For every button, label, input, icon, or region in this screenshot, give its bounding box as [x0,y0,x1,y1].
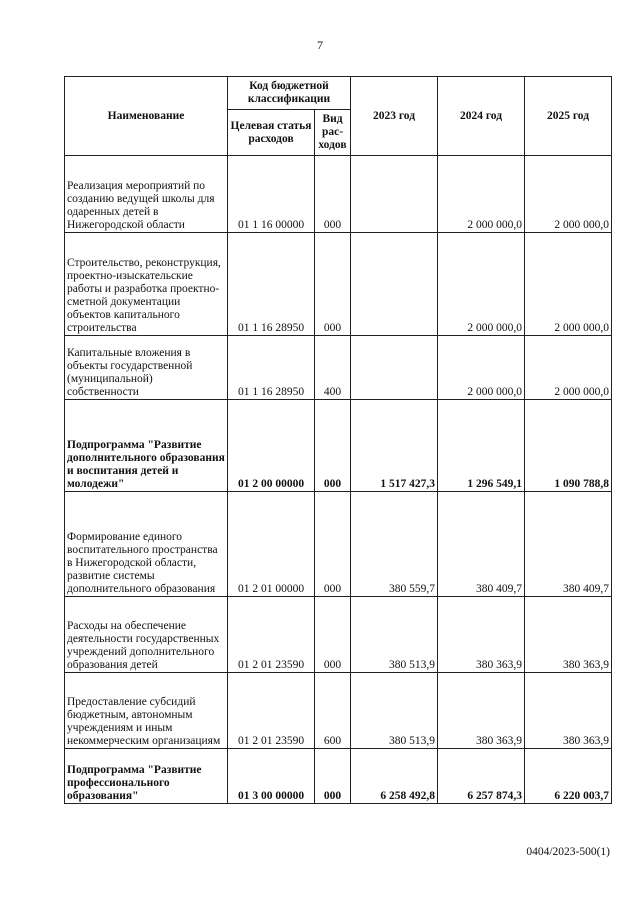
row-value-2024: 6 257 874,3 [438,749,525,804]
row-name: Реализация мероприятий по созданию ведущей школы для одаренных детей в Нижегородской области [65,156,228,233]
header-kind: Вид рас-ходов [315,110,351,156]
row-target-article: 01 1 16 28950 [228,233,315,336]
row-expense-kind: 000 [315,233,351,336]
row-value-2025: 2 000 000,0 [525,233,612,336]
row-name: Подпрограмма "Развитие профессионального образования" [65,749,228,804]
header-target: Целевая статья расходов [228,110,315,156]
row-value-2024: 380 409,7 [438,492,525,597]
row-value-2024: 2 000 000,0 [438,336,525,400]
row-expense-kind: 000 [315,156,351,233]
table-row [65,233,612,336]
row-value-2023: 1 517 427,3 [351,400,438,492]
row-target-article: 01 2 01 23590 [228,597,315,673]
row-value-2023 [351,336,438,400]
row-value-2023 [351,156,438,233]
table-row [65,749,612,804]
header-2024: 2024 год [438,77,525,156]
row-value-2025: 2 000 000,0 [525,336,612,400]
row-value-2025: 2 000 000,0 [525,156,612,233]
row-value-2024: 380 363,9 [438,597,525,673]
row-name: Капитальные вложения в объекты государственной (муниципальной) собственности [65,336,228,400]
row-target-article: 01 1 16 28950 [228,336,315,400]
table-row [65,492,612,597]
document-code: 0404/2023-500(1) [526,846,610,858]
row-value-2023: 380 559,7 [351,492,438,597]
row-value-2024: 380 363,9 [438,673,525,749]
row-value-2025: 380 363,9 [525,673,612,749]
row-expense-kind: 000 [315,597,351,673]
row-name: Расходы на обеспечение деятельности государственных учреждений дополнительного образования детей [65,597,228,673]
row-expense-kind: 600 [315,673,351,749]
row-value-2025: 380 409,7 [525,492,612,597]
budget-table [64,76,612,804]
row-value-2023: 380 513,9 [351,597,438,673]
row-value-2023: 6 258 492,8 [351,749,438,804]
table-row [65,673,612,749]
table-row [65,597,612,673]
row-target-article: 01 2 00 00000 [228,400,315,492]
row-target-article: 01 2 01 23590 [228,673,315,749]
row-target-article: 01 2 01 00000 [228,492,315,597]
row-name: Формирование единого воспитательного пространства в Нижегородской области, развитие системы дополнительного образования [65,492,228,597]
table-row [65,336,612,400]
header-code-group: Код бюджетной классификации [228,77,351,110]
row-target-article: 01 1 16 00000 [228,156,315,233]
row-name: Строительство, реконструкция, проектно-изыскательские работы и разработка проектно-сметной документации объектов капитального строительства [65,233,228,336]
row-expense-kind: 000 [315,400,351,492]
table-row [65,156,612,233]
row-value-2025: 1 090 788,8 [525,400,612,492]
row-value-2025: 6 220 003,7 [525,749,612,804]
row-value-2023: 380 513,9 [351,673,438,749]
header-name: Наименование [65,77,228,156]
row-name: Предоставление субсидий бюджетным, автономным учреждениям и иным некоммерческим организациям [65,673,228,749]
page-number: 7 [317,38,323,52]
row-expense-kind: 000 [315,492,351,597]
header-2023: 2023 год [351,77,438,156]
row-value-2024: 2 000 000,0 [438,233,525,336]
table-row [65,400,612,492]
row-value-2024: 2 000 000,0 [438,156,525,233]
row-value-2025: 380 363,9 [525,597,612,673]
row-name: Подпрограмма "Развитие дополнительного образования и воспитания детей и молодежи" [65,400,228,492]
row-value-2024: 1 296 549,1 [438,400,525,492]
header-2025: 2025 год [525,77,612,156]
row-expense-kind: 400 [315,336,351,400]
row-target-article: 01 3 00 00000 [228,749,315,804]
row-value-2023 [351,233,438,336]
row-expense-kind: 000 [315,749,351,804]
